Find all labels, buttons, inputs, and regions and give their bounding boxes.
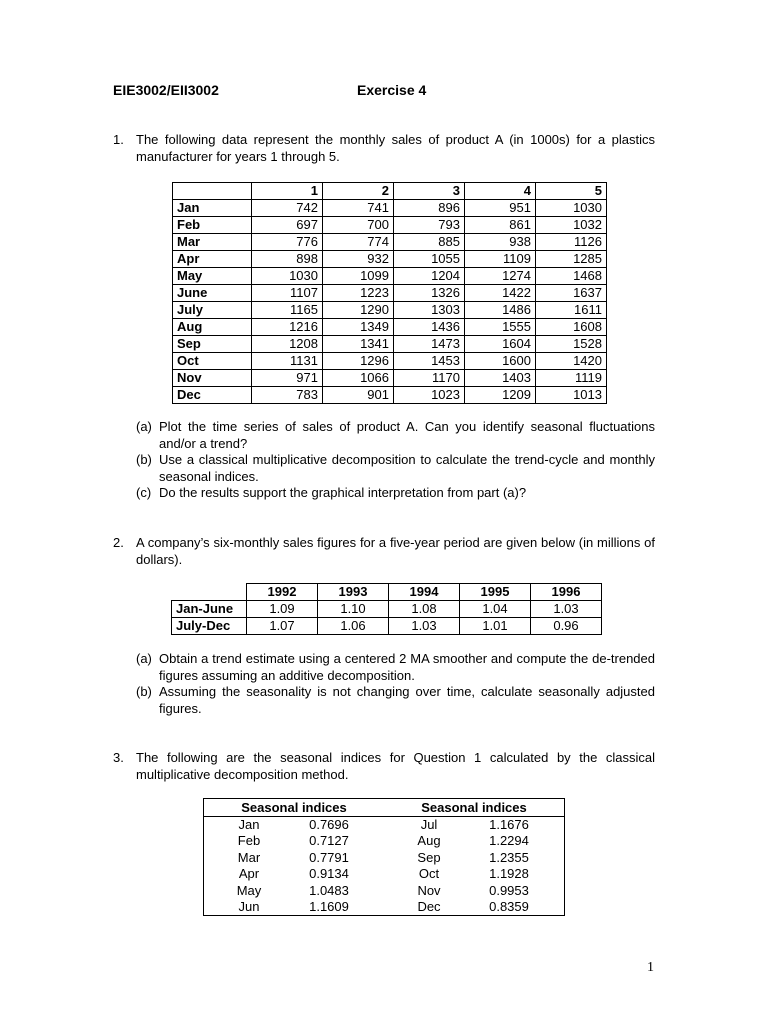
year-header: 3 [394,183,465,200]
part-text: Obtain a trend estimate using a centered 2 MA smoother and compute the de-trended figures assuming an additive decomposition. [159,651,655,683]
sales-value: 1109 [465,251,536,268]
month-label: Feb [237,833,261,849]
part-label: (c) [136,485,152,500]
sales-value: 1473 [394,336,465,353]
seasonal-index-value: 1.1609 [309,898,349,914]
year-header: 1 [252,183,323,200]
year-header: 5 [536,183,607,200]
part-text: Assuming the seasonality is not changing over time, calculate seasonally adjusted figures. [159,684,655,716]
seasonal-index-value: 0.9953 [489,882,529,898]
sales-value: 1216 [252,319,323,336]
sales-value: 971 [252,370,323,387]
seasonal-index-value: 0.9134 [309,866,349,882]
table-row [173,251,607,268]
sales-value: 1209 [465,387,536,404]
table-row [173,217,607,234]
column-header: Seasonal indices [421,800,527,815]
sales-value: 1.06 [318,618,389,635]
part-label: (a) [136,651,152,666]
sales-value: 1.03 [389,618,460,635]
sales-value: 1637 [536,285,607,302]
sales-value: 1.07 [247,618,318,635]
sales-value: 1165 [252,302,323,319]
sales-value: 1326 [394,285,465,302]
question-part [136,651,655,684]
question-number: 2. [113,535,124,550]
question-2 [113,534,655,568]
question-part [136,452,655,485]
question-number: 3. [113,750,124,765]
sales-value: 1608 [536,319,607,336]
table-row [173,353,607,370]
month-label: Aug [173,319,252,336]
table-row [172,601,602,618]
month-label: Nov [417,882,441,898]
sales-value: 1611 [536,302,607,319]
sales-value: 1030 [252,268,323,285]
month-label: May [236,882,262,898]
column-header: Seasonal indices [241,800,347,815]
six-monthly-sales-table [171,583,602,635]
monthly-sales-table [172,182,607,404]
table-header-row [172,584,602,601]
month-label: Sep [173,336,252,353]
month-label: Jul [420,817,438,832]
seasonal-index-value: 0.7696 [309,817,349,832]
sales-value: 1341 [323,336,394,353]
seasonal-index-value: 1.1928 [489,866,529,882]
month-label: Apr [238,866,260,882]
list-item [384,850,564,866]
sales-value: 700 [323,217,394,234]
sales-value: 1.08 [389,601,460,618]
sales-value: 742 [252,200,323,217]
sales-value: 861 [465,217,536,234]
sales-value: 1030 [536,200,607,217]
sales-value: 1274 [465,268,536,285]
table-row [173,234,607,251]
table-row [173,336,607,353]
sales-value: 1204 [394,268,465,285]
seasonal-index-value: 1.1676 [489,817,529,832]
corner-cell [172,584,247,601]
sales-value: 896 [394,200,465,217]
sales-value: 0.96 [531,618,602,635]
exercise-title: Exercise 4 [357,82,427,98]
part-label: (b) [136,684,152,699]
sales-value: 1604 [465,336,536,353]
sales-value: 1285 [536,251,607,268]
month-label: Mar [173,234,252,251]
question-text: The following are the seasonal indices for Question 1 calculated by the classical multiplicative decomposition method. [136,750,655,782]
sales-value: 1528 [536,336,607,353]
year-header: 4 [465,183,536,200]
sales-value: 1303 [394,302,465,319]
seasonal-index-value: 0.8359 [489,898,529,914]
question-1-parts [136,419,655,502]
sales-value: 898 [252,251,323,268]
seasonal-index-value: 1.0483 [309,882,349,898]
period-label: July-Dec [172,618,247,635]
month-label: Jun [238,898,260,914]
sales-value: 1.01 [460,618,531,635]
sales-value: 938 [465,234,536,251]
month-label: Feb [173,217,252,234]
sales-value: 774 [323,234,394,251]
seasonal-index-value: 0.7127 [309,833,349,849]
seasonal-index-value: 1.2294 [489,833,529,849]
question-part [136,684,655,717]
month-label: Nov [173,370,252,387]
list-item [204,850,384,866]
list-item [384,866,564,882]
sales-value: 697 [252,217,323,234]
sales-value: 885 [394,234,465,251]
corner-cell [173,183,252,200]
indices-column-right [384,817,564,915]
table-header-row [173,183,607,200]
sales-value: 1296 [323,353,394,370]
part-text: Plot the time series of sales of product A. Can you identify seasonal fluctuations and/or a trend? [159,419,655,451]
year-header: 1996 [531,584,602,601]
month-label: Aug [417,833,441,849]
sales-value: 1170 [394,370,465,387]
sales-value: 951 [465,200,536,217]
sales-value: 1403 [465,370,536,387]
question-part [136,419,655,452]
month-label: June [173,285,252,302]
indices-column-left [204,817,384,915]
month-label: Dec [173,387,252,404]
year-header: 2 [323,183,394,200]
sales-value: 783 [252,387,323,404]
part-label: (b) [136,452,152,467]
sales-value: 1223 [323,285,394,302]
sales-value: 1.03 [531,601,602,618]
table-row [173,302,607,319]
list-item [384,833,564,849]
sales-value: 1107 [252,285,323,302]
list-item [204,899,384,915]
sales-value: 1290 [323,302,394,319]
sales-value: 1119 [536,370,607,387]
sales-value: 901 [323,387,394,404]
list-item [384,899,564,915]
month-label: Jan [238,817,260,832]
sales-value: 1.09 [247,601,318,618]
seasonal-index-value: 1.2355 [489,849,529,865]
sales-value: 1023 [394,387,465,404]
sales-value: 1600 [465,353,536,370]
seasonal-indices-table [203,798,565,916]
part-label: (a) [136,419,152,434]
sales-value: 1208 [252,336,323,353]
month-label: Apr [173,251,252,268]
question-1 [113,131,655,165]
sales-value: 1099 [323,268,394,285]
month-label: Oct [418,866,440,882]
table-header-row [204,799,564,817]
year-header: 1993 [318,584,389,601]
year-header: 1992 [247,584,318,601]
month-label: July [173,302,252,319]
sales-value: 776 [252,234,323,251]
question-text: A company’s six-monthly sales figures for a five-year period are given below (in millions of dollars). [136,535,655,567]
table-row [173,387,607,404]
period-label: Jan-June [172,601,247,618]
question-text: The following data represent the monthly sales of product A (in 1000s) for a plastics manufacturer for years 1 through 5. [136,132,655,164]
month-label: Oct [173,353,252,370]
list-item [384,817,564,833]
month-label: Mar [237,849,261,865]
sales-value: 1436 [394,319,465,336]
sales-value: 1349 [323,319,394,336]
sales-value: 1013 [536,387,607,404]
year-header: 1994 [389,584,460,601]
course-code: EIE3002/EII3002 [113,82,219,98]
sales-value: 741 [323,200,394,217]
sales-value: 1468 [536,268,607,285]
list-item [204,817,384,833]
sales-value: 1131 [252,353,323,370]
sales-value: 1.04 [460,601,531,618]
question-number: 1. [113,132,124,147]
month-label: May [173,268,252,285]
seasonal-index-value: 0.7791 [309,849,349,865]
sales-value: 1420 [536,353,607,370]
table-row [173,370,607,387]
sales-value: 793 [394,217,465,234]
page-header [113,82,427,98]
year-header: 1995 [460,584,531,601]
table-row [173,285,607,302]
sales-value: 1486 [465,302,536,319]
sales-value: 1126 [536,234,607,251]
question-part [136,485,655,502]
sales-value: 1066 [323,370,394,387]
sales-value: 1.10 [318,601,389,618]
list-item [204,833,384,849]
question-3 [113,749,655,783]
part-text: Do the results support the graphical interpretation from part (a)? [159,485,527,500]
month-label: Jan [173,200,252,217]
page-number: 1 [647,960,654,975]
table-row [173,319,607,336]
table-row [172,618,602,635]
month-label: Sep [417,849,441,865]
list-item [384,883,564,899]
table-row [173,268,607,285]
sales-value: 932 [323,251,394,268]
list-item [204,866,384,882]
sales-value: 1422 [465,285,536,302]
list-item [204,883,384,899]
sales-value: 1032 [536,217,607,234]
sales-value: 1555 [465,319,536,336]
sales-value: 1453 [394,353,465,370]
month-label: Dec [417,898,441,914]
question-2-parts [136,651,655,717]
sales-value: 1055 [394,251,465,268]
part-text: Use a classical multiplicative decomposition to calculate the trend-cycle and monthly seasonal indices. [159,452,655,484]
table-row [173,200,607,217]
